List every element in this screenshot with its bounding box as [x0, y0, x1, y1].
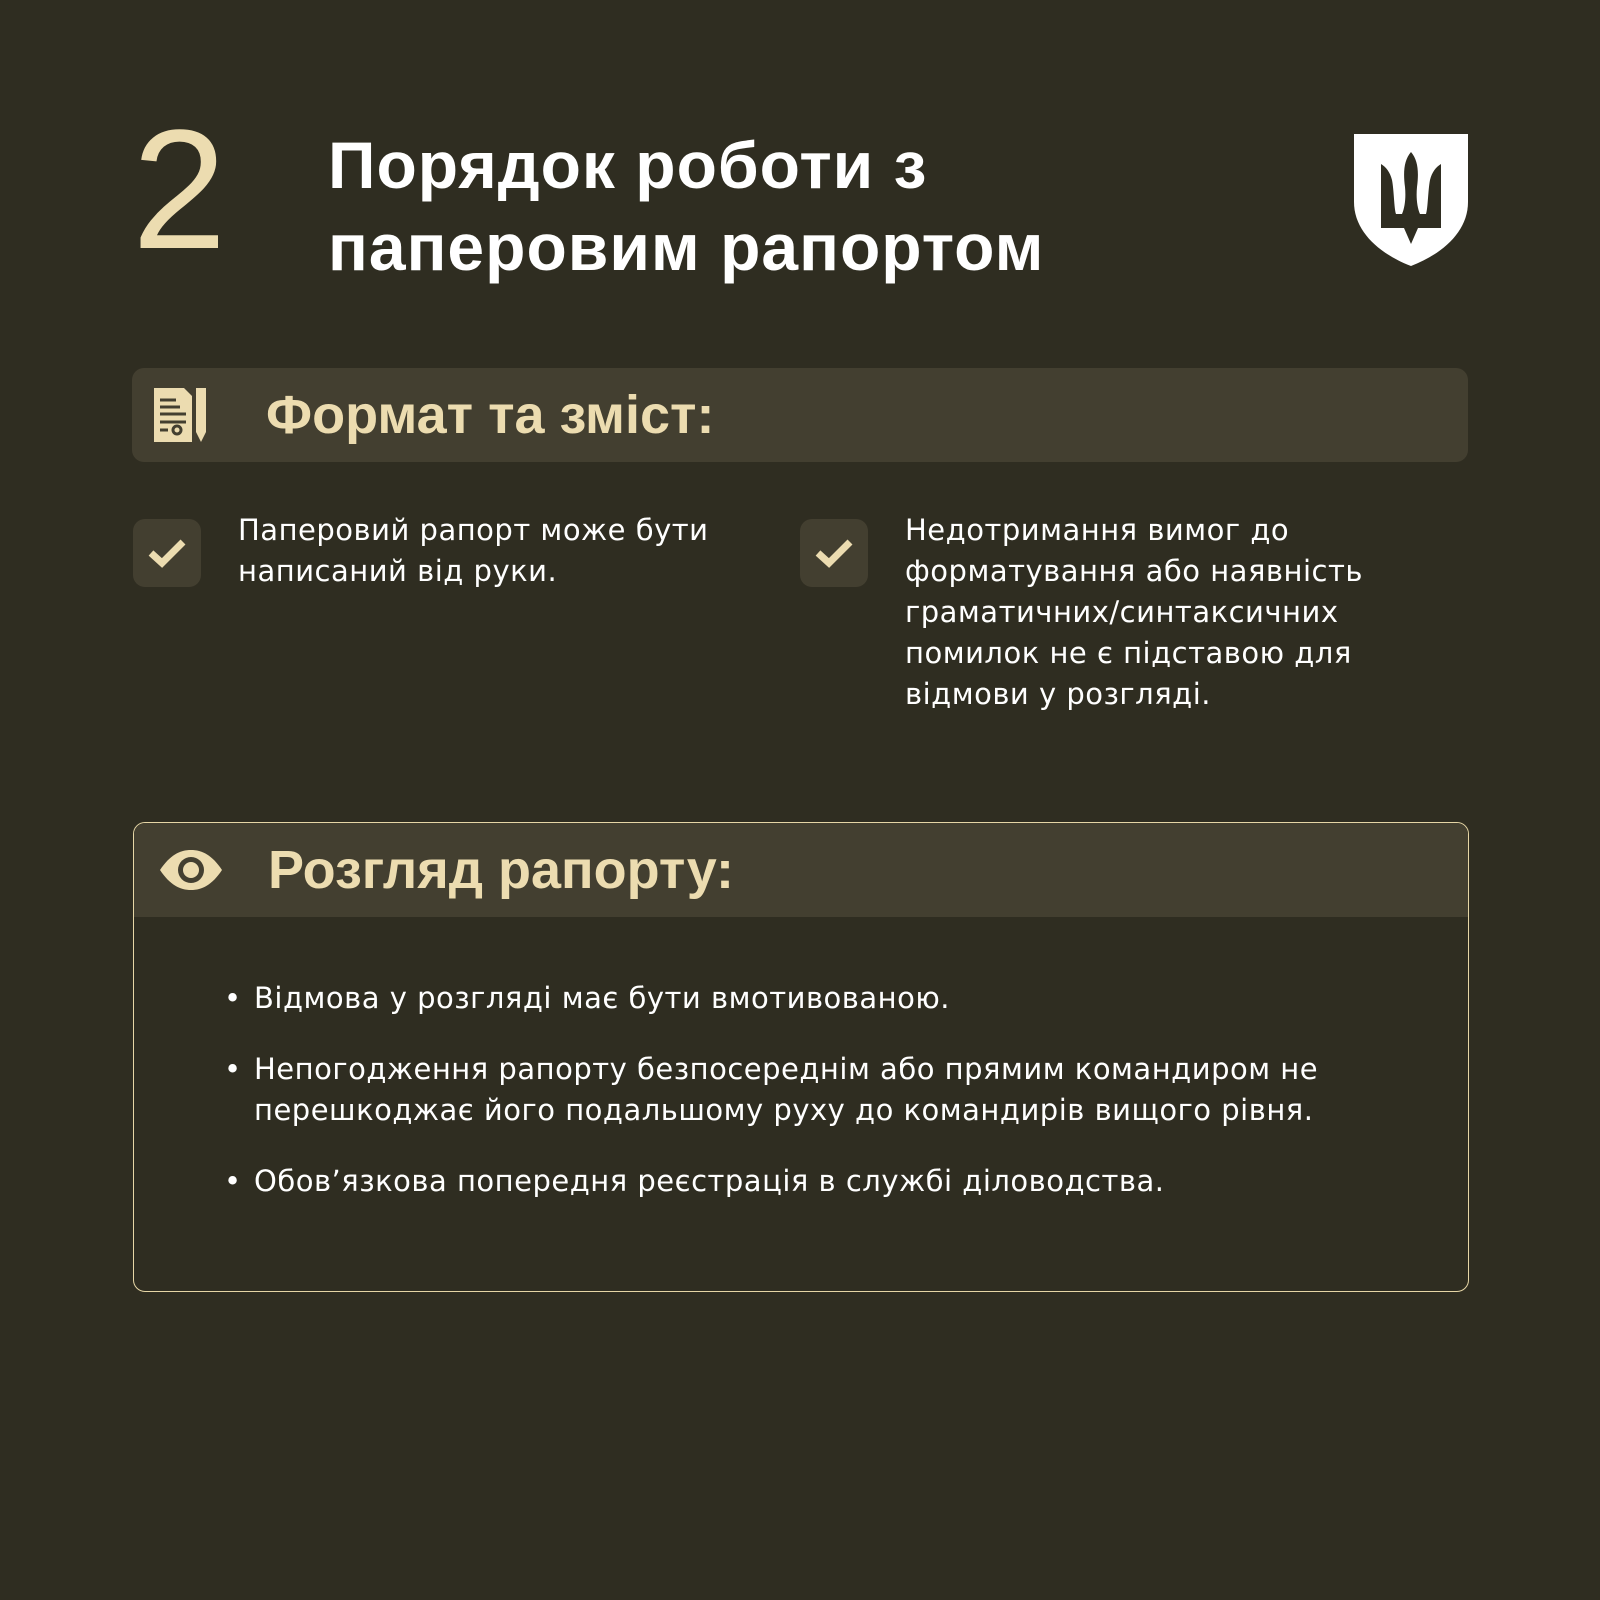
format-heading: Формат та зміст: — [266, 385, 715, 445]
title-line-2: паперовим рапортом — [328, 210, 1045, 284]
review-panel — [133, 822, 1469, 1292]
list-item: • Обов’язкова попередня реєстрація в службі діловодства. — [224, 1161, 1384, 1202]
format-header — [132, 368, 1468, 462]
review-header — [134, 823, 1468, 917]
title-line-1: Порядок роботи з — [328, 128, 928, 202]
check-icon — [133, 519, 201, 587]
list-item: • Непогодження рапорту безпосереднім або прямим командиром не перешкоджає його подальшому руху до командирів вищого рівня. — [224, 1049, 1384, 1131]
check-icon — [800, 519, 868, 587]
format-item: Паперовий рапорт може бути написаний від руки. — [238, 513, 709, 588]
trident-shield-logo — [1352, 132, 1470, 268]
document-pen-icon — [150, 382, 216, 448]
list-item: • Відмова у розгляді має бути вмотивованою. — [224, 978, 1384, 1019]
review-heading: Розгляд рапорту: — [268, 840, 735, 900]
eye-icon — [158, 837, 224, 903]
review-list — [224, 978, 1384, 1232]
page-title — [328, 124, 1044, 288]
section-number: 2 — [132, 95, 227, 285]
format-item: Недотримання вимог до форматування або наявність граматичних/синтаксичних помилок не є підставою для відмови у розгляді. — [905, 513, 1363, 711]
